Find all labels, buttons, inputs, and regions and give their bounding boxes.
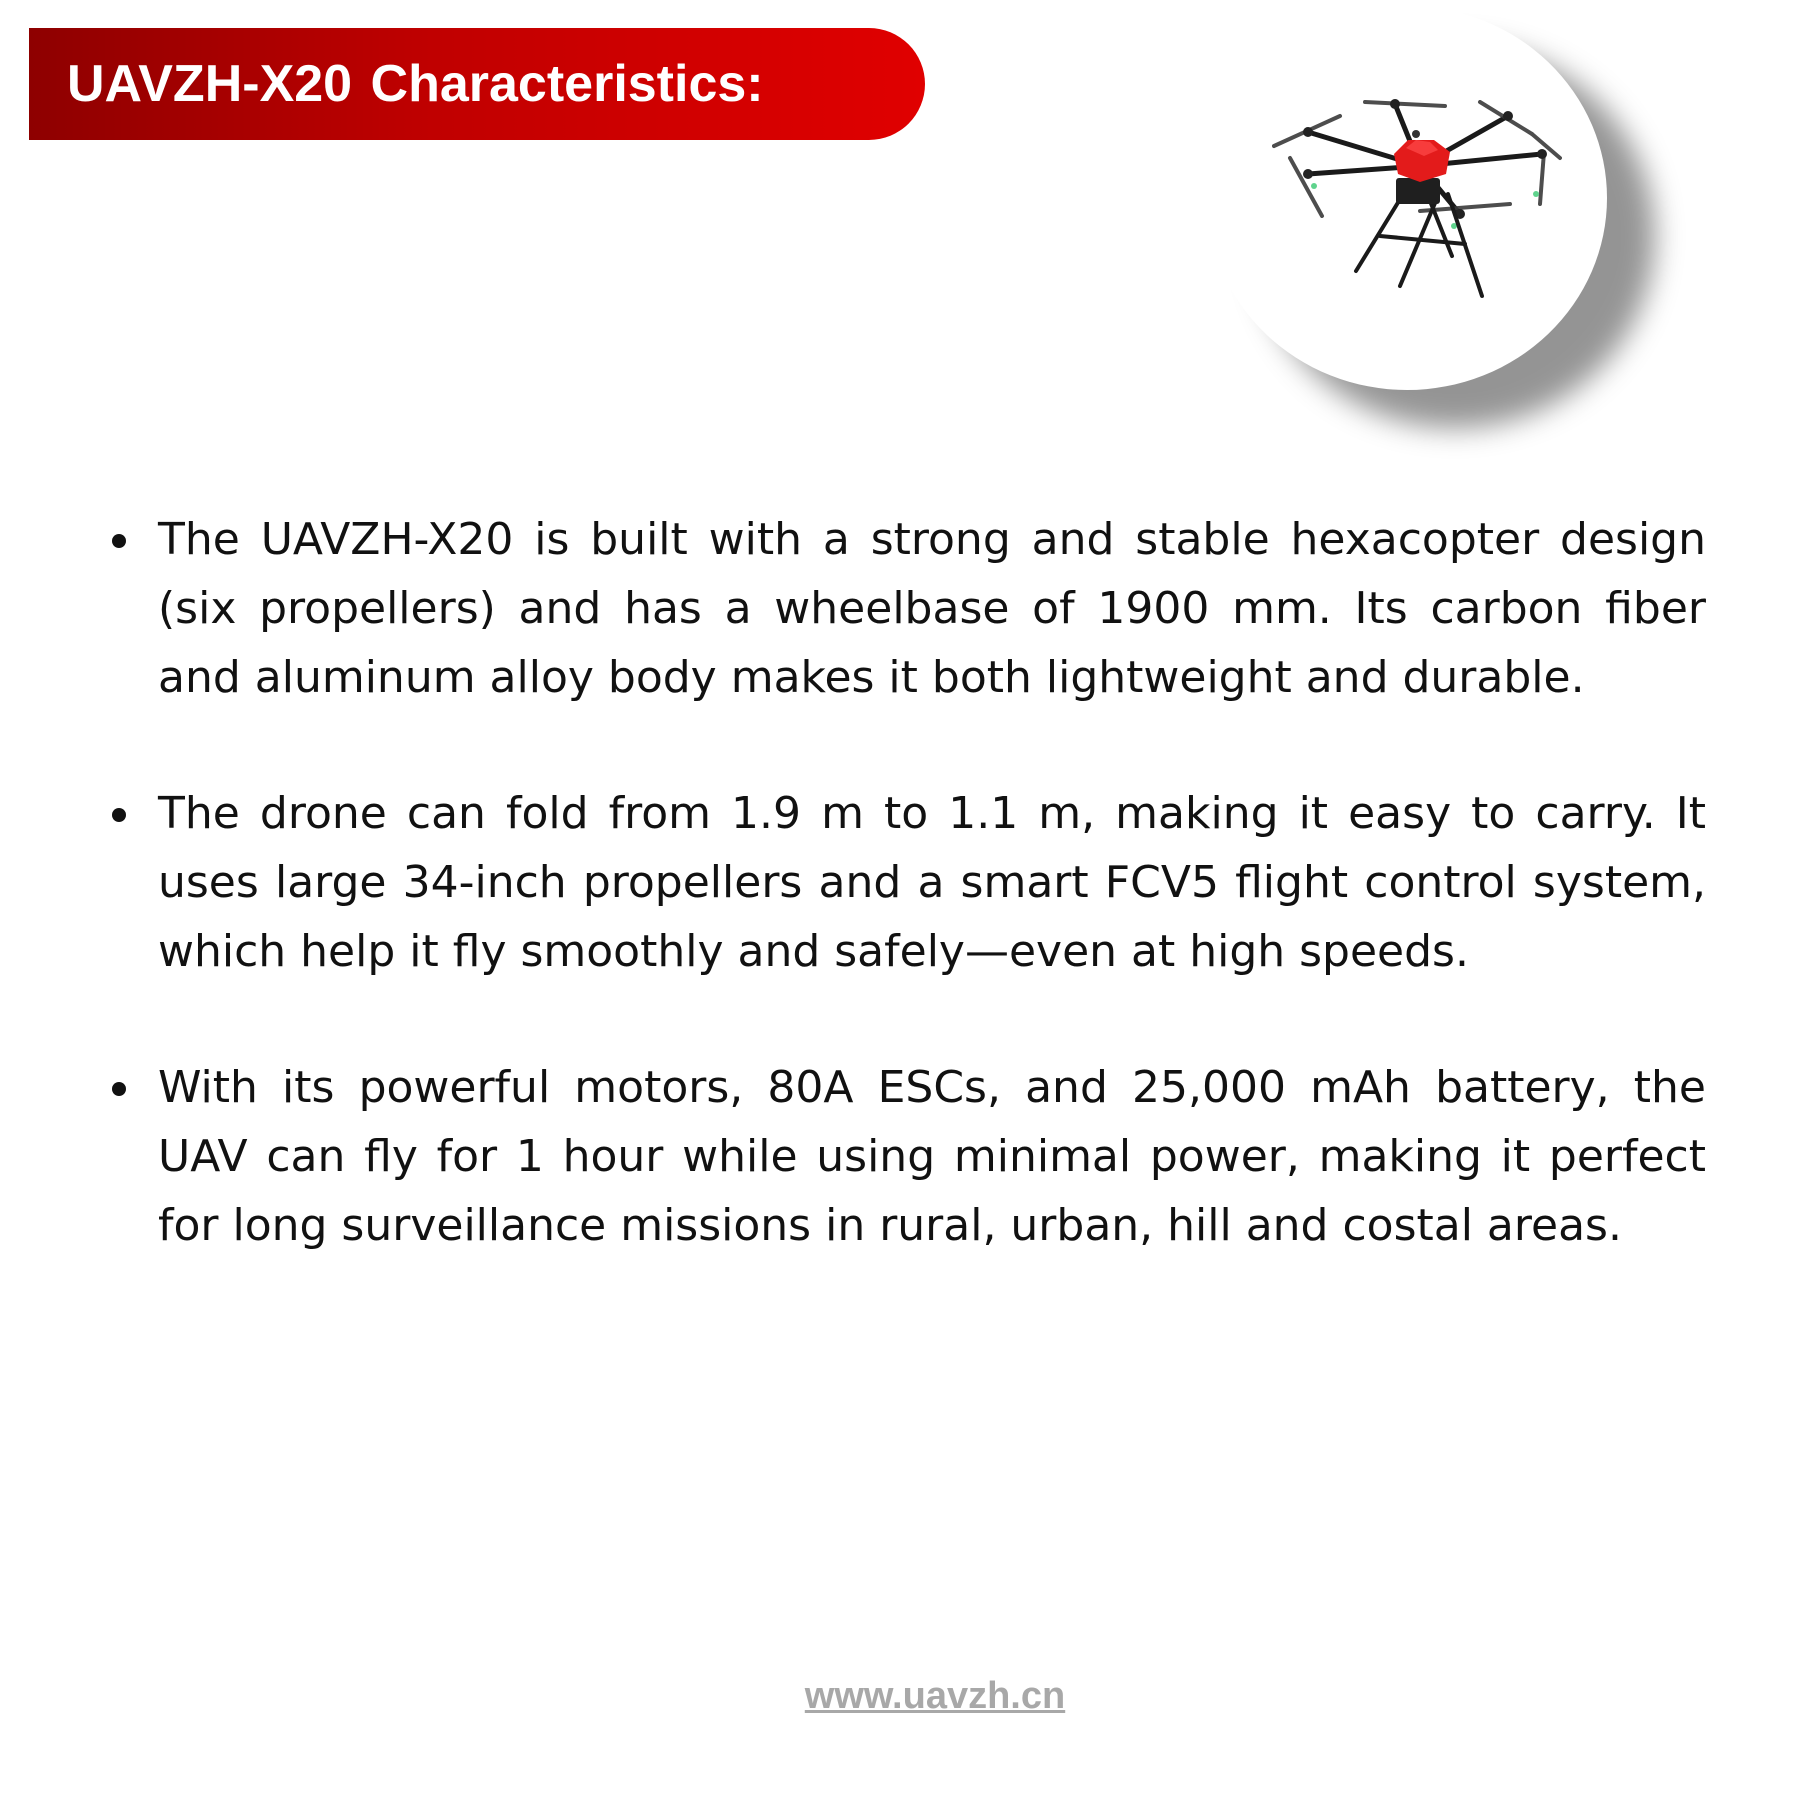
list-item [112,1053,1706,1260]
title-banner [29,28,925,140]
bullet-icon [112,808,126,822]
page-title: UAVZH-X20 Characteristics: [67,55,764,113]
list-item [112,779,1706,986]
bullet-text: The UAVZH-X20 is built with a strong and stable hexacopter design (six propellers) and has a wheelbase of 1900 mm. Its carbon fiber and aluminum alloy body makes it both lightweight and durable. [158,514,1706,703]
characteristics-content [112,505,1706,1327]
bullet-text: With its powerful motors, 80A ESCs, and 25,000 mAh battery, the UAV can fly for 1 hour while using minimal power, making it perfect for long surveillance missions in rural, urban, hill and costal areas. [158,1062,1706,1251]
bullet-icon [112,1082,126,1096]
bullet-icon [112,534,126,548]
characteristics-list [112,505,1706,1260]
hexacopter-drone-icon [1270,96,1570,306]
list-item [112,505,1706,712]
website-link[interactable]: www.uavzh.cn [804,1675,1066,1717]
bullet-text: The drone can fold from 1.9 m to 1.1 m, making it easy to carry. It uses large 34-inch propellers and a smart FCV5 flight control system, which help it fly smoothly and safely—even at high speeds. [158,788,1706,977]
